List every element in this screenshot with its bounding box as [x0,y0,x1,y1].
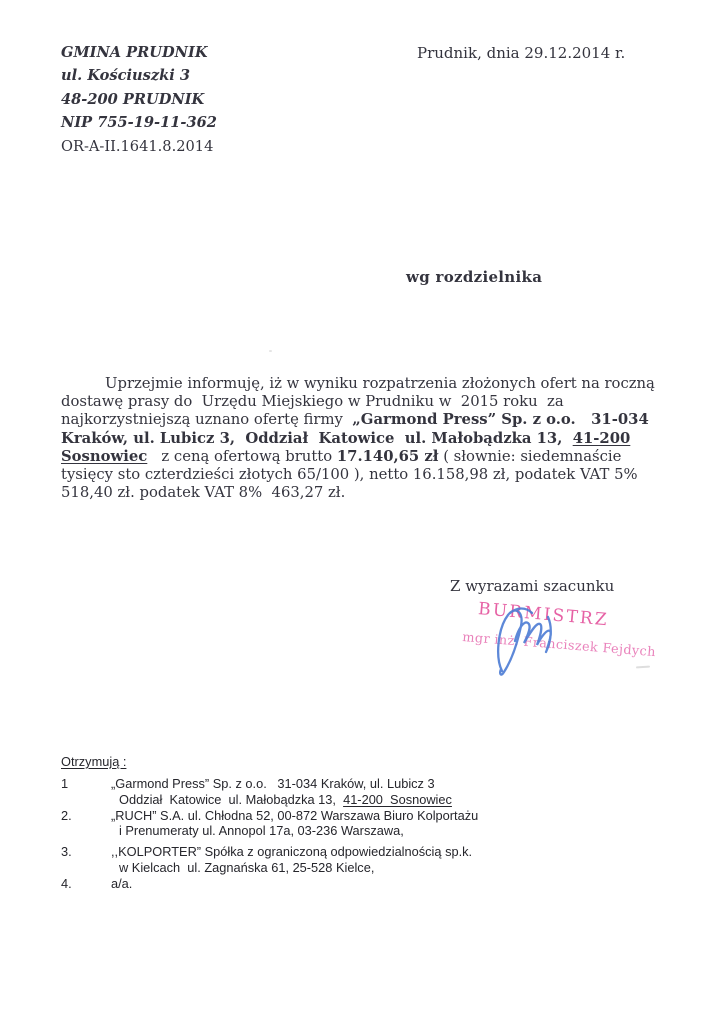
scan-artifact-dash [636,666,650,669]
dateline: Prudnik, dnia 29.12.2014 r. [417,44,626,62]
scan-artifact-speck [269,350,272,352]
list-item-number: 1 [61,776,69,791]
recipient-line [111,792,478,808]
list-item [61,844,478,876]
body-line [61,393,711,411]
gross-price: 17.140,65 zł [336,447,439,465]
burmistrz-stamp-title: BURMISTRZ [477,599,610,631]
body-text: Uprzejmie informuję, iż w wyniku rozpatrzenia złożonych ofert na roczną [105,375,655,392]
recipient-line [111,844,478,860]
recipient-line [111,823,478,839]
sender-street: ul. Kościuszki 3 [61,67,191,85]
signature-stroke [510,609,532,614]
case-number: OR-A-II.1641.8.2014 [61,137,214,155]
body-line [61,411,711,429]
body-text: najkorzystniejszą uznano ofertę firmy [61,411,353,429]
recipient-text: Oddział Katowice ul. Małobądzka 13, [119,791,344,807]
list-item-number: 3. [61,844,72,860]
recipient-line [111,860,478,876]
body-line [61,430,711,448]
list-item-number: 2. [61,807,72,823]
supplier-name: „Garmond Press” Sp. z o.o. 31-034 [352,411,649,429]
body-paragraph [61,375,711,502]
recipient-line [111,776,478,792]
recipient-line [111,808,478,824]
recipient-text: „Garmond Press” Sp. z o.o. 31-034 Kraków, ul. Lubicz 3 [111,776,435,791]
body-line [61,448,711,466]
signature-ink [486,603,570,679]
distribution-list [61,776,478,892]
body-text: dostawę prasy do Urzędu Miejskiego w Prudniku w 2015 roku za [61,393,564,411]
recipient-text: „RUCH” S.A. ul. Chłodna 52, 00-872 Warszawa Biuro Kolportażu [111,807,479,823]
list-item-number: 4. [61,875,72,891]
body-line [61,466,711,484]
sender-nip: NIP 755-19-11-362 [61,114,217,132]
body-line [61,375,711,393]
distribution-heading: Otrzymują : [61,754,127,769]
burmistrz-stamp-name: mgr inż. Franciszek Fejdych [461,630,657,661]
body-line [61,484,711,502]
sender-name: GMINA PRUDNIK [61,44,208,61]
recipient-postcode: 41-200 Sosnowiec [343,791,452,807]
list-item [61,808,478,840]
body-text: ( słownie: siedemnaście [438,447,622,465]
recipient-text: ,,KOLPORTER” Spółka z ograniczoną odpowiedzialnością sp.k. [111,844,473,860]
body-text: tysięcy sto czterdzieści złotych 65/100 ), netto 16.158,98 zł, podatek VAT 5% [61,466,638,484]
supplier-city: Sosnowiec [61,447,148,465]
addressee-note: wg rozdzielnika [406,268,543,286]
closing-salutation: Z wyrazami szacunku [450,577,615,595]
recipient-line [111,876,478,892]
supplier-postcode: 41-200 [572,429,631,447]
sender-city: 48-200 PRUDNIK [61,90,205,108]
sender-block [61,41,217,158]
recipient-text: i Prenumeraty ul. Annopol 17a, 03-236 Warszawa, [119,823,404,839]
supplier-address: Kraków, ul. Lubicz 3, Oddział Katowice ul. Małobądzka 13, [61,429,573,447]
recipient-text: a/a. [111,875,133,891]
list-item [61,776,478,808]
signature-stroke [498,611,521,675]
body-text: z ceną ofertową brutto [147,447,337,465]
body-text: 518,40 zł. podatek VAT 8% 463,27 zł. [61,484,346,502]
signature-stroke [515,622,551,649]
list-item [61,876,478,892]
recipient-text: w Kielcach ul. Zagnańska 61, 25-528 Kielce, [119,859,375,875]
